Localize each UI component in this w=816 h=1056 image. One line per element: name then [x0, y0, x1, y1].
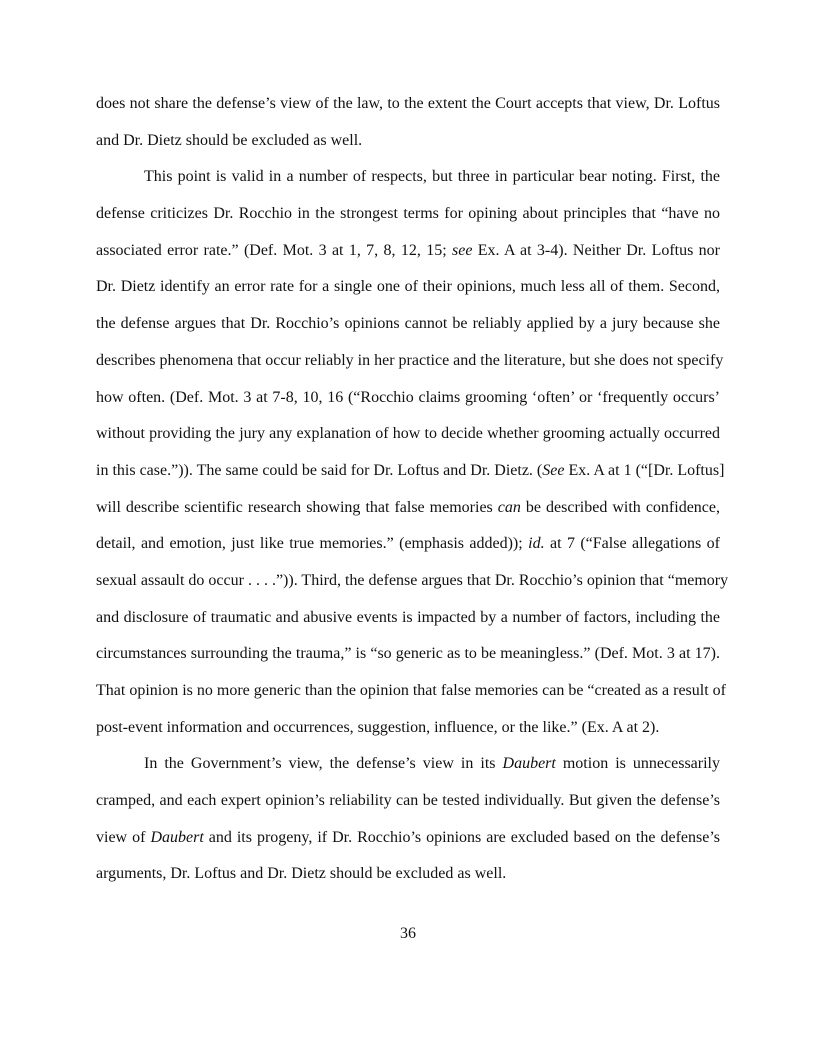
text-segment: describes phenomena that occur reliably in her practice and the literature, but she does not specify — [96, 351, 724, 369]
text-line — [96, 269, 720, 306]
text-segment: Ex. A at 3-4). Neither Dr. Loftus nor — [472, 241, 721, 259]
text-segment: In the Government’s view, the defense’s view in its — [144, 755, 503, 773]
text-line — [96, 343, 724, 380]
document-body — [96, 86, 729, 893]
text-segment: arguments, Dr. Loftus and Dr. Dietz should be excluded as well. — [96, 865, 507, 883]
text-segment: cramped, and each expert opinion’s reliability can be tested individually. But given the defense’s — [96, 792, 720, 810]
italic-text: id. — [528, 535, 545, 553]
text-segment: and disclosure of traumatic and abusive events is impacted by a number of factors, including the — [96, 608, 720, 626]
page-number: 36 — [400, 925, 416, 942]
text-line — [96, 453, 725, 490]
text-segment: Ex. A at 1 (“[Dr. Loftus] — [564, 461, 725, 479]
italic-text: see — [452, 241, 473, 259]
text-segment: be described with confidence, — [520, 498, 721, 516]
text-segment: will describe scientific research showing that false memories — [96, 498, 498, 516]
text-segment: defense criticizes Dr. Rocchio in the strongest terms for opining about principles that “have no — [96, 205, 720, 223]
text-segment: without providing the jury any explanation of how to decide whether grooming actually occurred — [96, 425, 720, 443]
italic-text: Daubert — [150, 828, 204, 846]
text-segment: and its progeny, if Dr. Rocchio’s opinions are excluded based on the defense’s — [203, 828, 721, 846]
text-segment: sexual assault do occur . . . .”)). Third, the defense argues that Dr. Rocchio’s opinion that “memory — [96, 571, 729, 589]
text-segment: view of — [96, 828, 151, 846]
text-segment: This point is valid in a number of respects, but three in particular bear noting. First, the — [144, 168, 720, 186]
text-line — [96, 856, 720, 893]
text-line — [96, 416, 720, 453]
text-segment: detail, and emotion, just like true memories.” (emphasis added)); — [96, 535, 529, 553]
text-line — [96, 746, 720, 783]
text-line — [96, 159, 720, 196]
text-line — [96, 233, 720, 270]
text-line — [96, 710, 720, 747]
text-line — [96, 673, 726, 710]
text-segment: how often. (Def. Mot. 3 at 7-8, 10, 16 (“Rocchio claims grooming ‘often’ or ‘frequently occurs’ — [96, 388, 720, 406]
italic-text: See — [542, 461, 565, 479]
text-line — [96, 820, 720, 857]
text-segment: associated error rate.” (Def. Mot. 3 at 1, 7, 8, 12, 15; — [96, 241, 452, 259]
text-segment: motion is unnecessarily — [555, 755, 720, 773]
text-segment: Dr. Dietz identify an error rate for a single one of their opinions, much less all of them. Second, — [96, 278, 720, 296]
text-segment: That opinion is no more generic than the opinion that false memories can be “created as a result of — [96, 682, 726, 699]
text-line — [96, 526, 720, 563]
text-line — [96, 380, 720, 417]
text-line — [96, 563, 729, 600]
text-segment: in this case.”)). The same could be said for Dr. Loftus and Dr. Dietz. ( — [96, 461, 543, 479]
italic-text: can — [497, 498, 521, 516]
text-segment: at 7 (“False allegations of — [544, 535, 721, 553]
text-line — [96, 306, 720, 343]
text-line — [96, 783, 720, 820]
text-line — [96, 86, 720, 123]
text-segment: post-event information and occurrences, suggestion, influence, or the like.” (Ex. A at 2). — [96, 718, 660, 736]
text-line — [96, 490, 720, 527]
text-line — [96, 636, 720, 673]
text-line — [96, 196, 720, 233]
text-line — [96, 123, 720, 160]
text-segment: circumstances surrounding the trauma,” is “so generic as to be meaningless.” (Def. Mot. 3 at 17). — [96, 645, 720, 663]
text-line — [96, 600, 720, 637]
text-segment: does not share the defense’s view of the law, to the extent the Court accepts that view, Dr. Loftus — [96, 95, 720, 112]
italic-text: Daubert — [502, 755, 556, 773]
text-segment: and Dr. Dietz should be excluded as well. — [96, 131, 363, 149]
text-segment: the defense argues that Dr. Rocchio’s opinions cannot be reliably applied by a jury because she — [96, 315, 720, 333]
